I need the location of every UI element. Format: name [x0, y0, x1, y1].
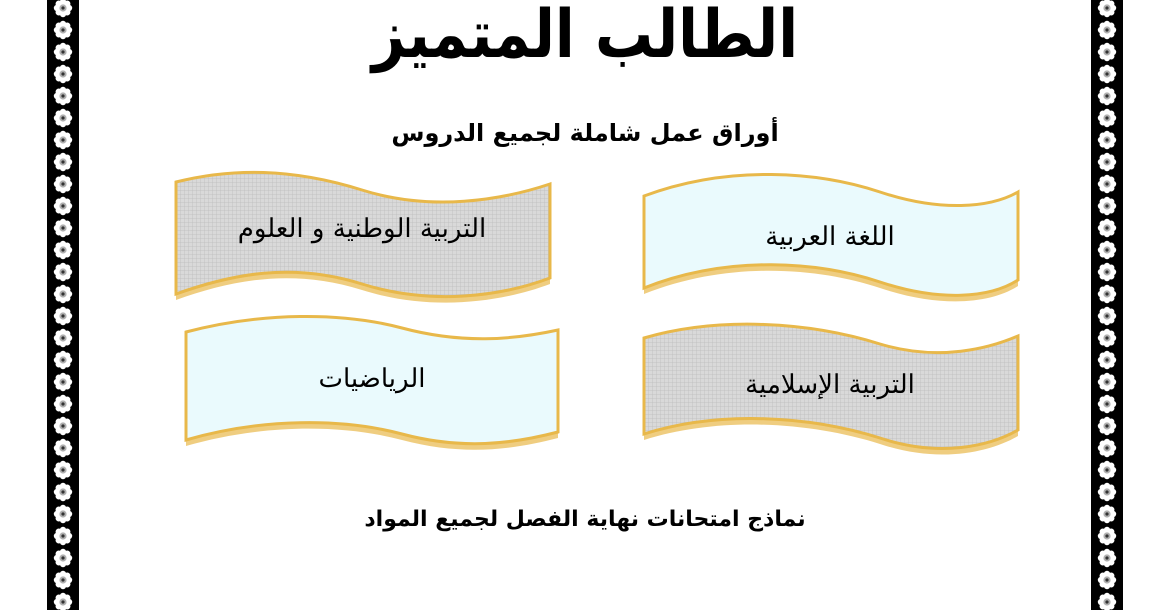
flower-link-icon [1098, 307, 1116, 325]
flower-link-icon [1098, 549, 1116, 567]
flower-link-icon [54, 219, 72, 237]
flower-link-icon [54, 505, 72, 523]
flower-link-icon [54, 417, 72, 435]
flower-link-icon [1098, 593, 1116, 610]
page-subtitle: أوراق عمل شاملة لجميع الدروس [391, 119, 779, 147]
flower-link-icon [54, 351, 72, 369]
flower-link-icon [54, 197, 72, 215]
flower-link-icon [1098, 197, 1116, 215]
flower-link-icon [1098, 571, 1116, 589]
flower-link-icon [54, 549, 72, 567]
flower-chain-icon [47, 0, 79, 610]
flower-link-icon [1098, 219, 1116, 237]
flower-link-icon [54, 373, 72, 391]
subject-label: الرياضيات [318, 364, 426, 394]
flower-link-icon [54, 285, 72, 303]
subject-label: التربية الوطنية و العلوم [237, 214, 487, 244]
flower-link-icon [1098, 87, 1116, 105]
flower-link-icon [1098, 153, 1116, 171]
flower-link-icon [1098, 263, 1116, 281]
flower-link-icon [54, 153, 72, 171]
flower-link-icon [1098, 395, 1116, 413]
flower-link-icon [54, 329, 72, 347]
flower-link-icon [1098, 351, 1116, 369]
flower-link-icon [54, 593, 72, 610]
flower-link-icon [1098, 505, 1116, 523]
flower-link-icon [1098, 175, 1116, 193]
flower-link-icon [54, 483, 72, 501]
flower-link-icon [1098, 527, 1116, 545]
flower-link-icon [1098, 109, 1116, 127]
flower-link-icon [54, 87, 72, 105]
page-title: الطالب المتميز [371, 0, 799, 74]
subject-label: اللغة العربية [765, 222, 895, 252]
subject-label: التربية الإسلامية [745, 370, 915, 400]
subject-banner-national-science[interactable] [172, 170, 552, 320]
flower-link-icon [1098, 483, 1116, 501]
flower-link-icon [54, 263, 72, 281]
flower-link-icon [54, 0, 72, 17]
flower-link-icon [54, 21, 72, 39]
flower-link-icon [1098, 285, 1116, 303]
flower-link-icon [54, 527, 72, 545]
flower-link-icon [1098, 0, 1116, 17]
footer-note: نماذج امتحانات نهاية الفصل لجميع المواد [364, 507, 806, 532]
flower-link-icon [54, 43, 72, 61]
left-decorative-border [47, 0, 79, 610]
flower-link-icon [1098, 21, 1116, 39]
flower-link-icon [1098, 417, 1116, 435]
flower-link-icon [54, 175, 72, 193]
flower-link-icon [54, 395, 72, 413]
right-decorative-border [1091, 0, 1123, 610]
flower-link-icon [1098, 65, 1116, 83]
flower-link-icon [54, 109, 72, 127]
flower-link-icon [1098, 439, 1116, 457]
flower-link-icon [54, 241, 72, 259]
flower-link-icon [1098, 329, 1116, 347]
flower-link-icon [1098, 373, 1116, 391]
subject-banner-arabic[interactable] [640, 170, 1020, 320]
flower-chain-icon [1091, 0, 1123, 610]
flower-link-icon [1098, 461, 1116, 479]
flower-link-icon [1098, 241, 1116, 259]
flower-link-icon [1098, 43, 1116, 61]
flower-link-icon [1098, 131, 1116, 149]
flower-link-icon [54, 461, 72, 479]
flower-link-icon [54, 307, 72, 325]
flower-link-icon [54, 65, 72, 83]
flower-link-icon [54, 131, 72, 149]
flower-link-icon [54, 439, 72, 457]
subject-banner-islamic[interactable] [640, 318, 1020, 468]
subject-banner-math[interactable] [182, 310, 562, 460]
flower-link-icon [54, 571, 72, 589]
